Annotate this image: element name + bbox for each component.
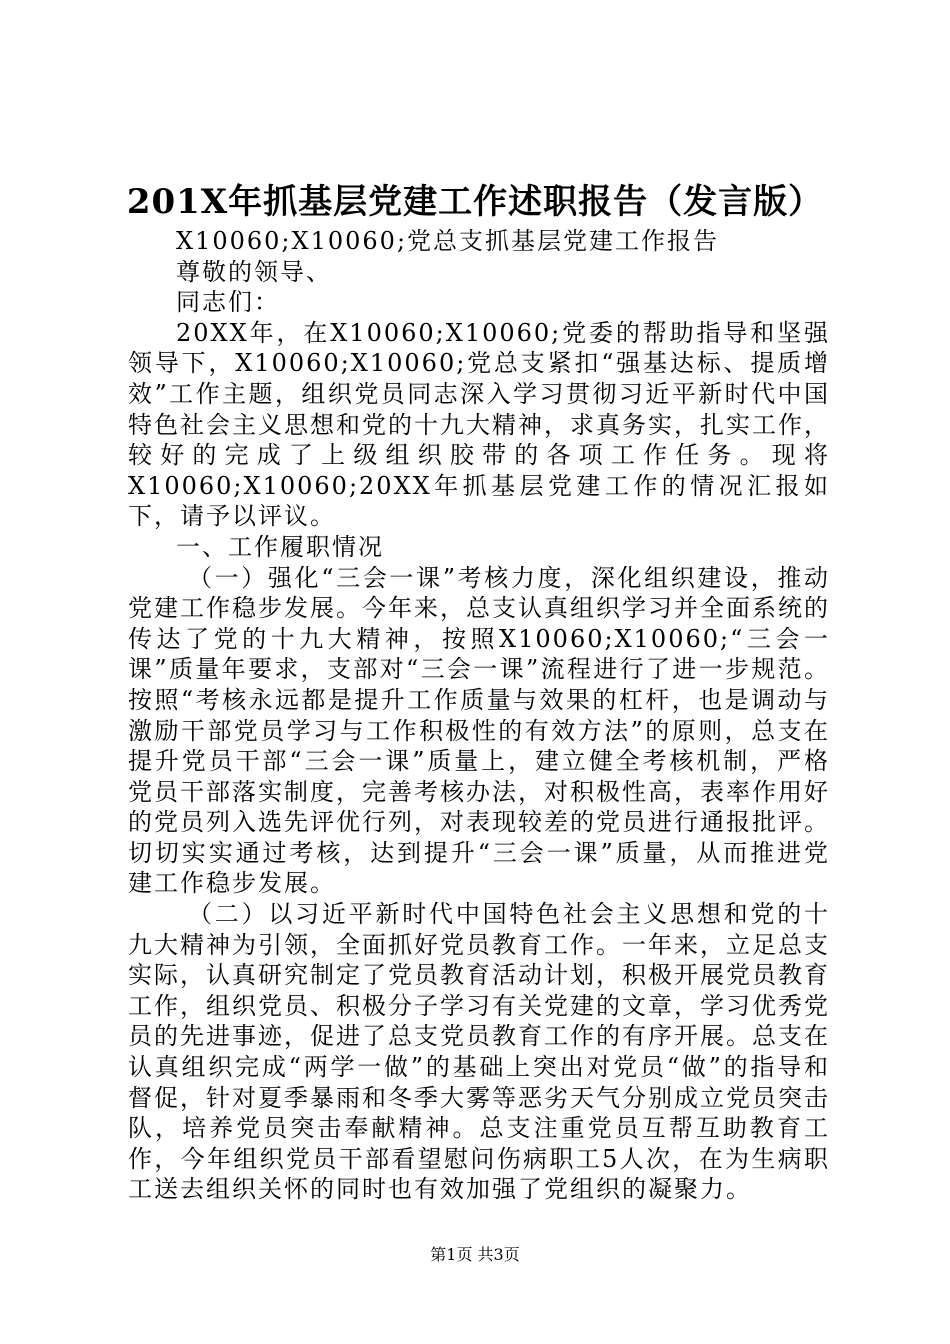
document-title: 201X年抓基层党建工作述职报告（发言版） [126,182,824,222]
subsection-2-paragraph: （二）以习近平新时代中国特色社会主义思想和党的十九大精神为引领，全面抓好党员教育工作。一年来，立足总支实际，认真研究制定了党员教育活动计划，积极开展党员教育工作，组织党员、积极分子学习有关党建的文章，学习优秀党员的先进事迹，促进了总支党员教育工作的有序开展。总支在认真组织完成“两学一做”的基础上突出对党员“做”的指导和督促，针对夏季暴雨和冬季大雾等恶劣天气分别成立党员突击队，培养党员突击奉献精神。总支注重党员互帮互助教育工作，今年组织党员干部看望慰问伤病职工5人次，在为生病职工送去组织关怀的同时也有效加强了党组织的凝聚力。 [128,900,830,1204]
salutation-line-2: 同志们： [176,288,280,317]
intro-paragraph: 20XX年，在X10060;X10060;党委的帮助指导和坚强领导下，X10060;X10060;党总支紧扣“强基达标、提质增效”工作主题，组织党员同志深入学习贯彻习近平新时代中国特色社会主义思想和党的十九大精神，求真务实，扎实工作，较好的完成了上级组织胶带的各项工作任务。现将X10060;X10060;20XX年抓基层党建工作的情况汇报如下，请予以评议。 [128,318,830,531]
document-body [128,226,830,1205]
page-footer: 第1页 共3页 [430,1245,520,1264]
salutation-line-1: 尊敬的领导、 [176,257,332,286]
report-subtitle: X10060;X10060;党总支抓基层党建工作报告 [176,227,720,255]
subsection-1-paragraph: （一）强化“三会一课”考核力度，深化组织建设，推动党建工作稳步发展。今年来，总支认真组织学习并全面系统的传达了党的十九大精神，按照X10060;X10060;“三会一课”质量年要求，支部对“三会一课”流程进行了进一步规范。按照“考核永远都是提升工作质量与效果的杠杆，也是调动与激励干部党员学习与工作积极性的有效方法”的原则，总支在提升党员干部“三会一课”质量上，建立健全考核机制，严格党员干部落实制度，完善考核办法，对积极性高，表率作用好的党员列入选先评优行列，对表现较差的党员进行通报批评。切切实实通过考核，达到提升“三会一课”质量，从而推进党建工作稳步发展。 [128,563,830,898]
section-heading: 一、工作履职情况 [176,532,384,561]
